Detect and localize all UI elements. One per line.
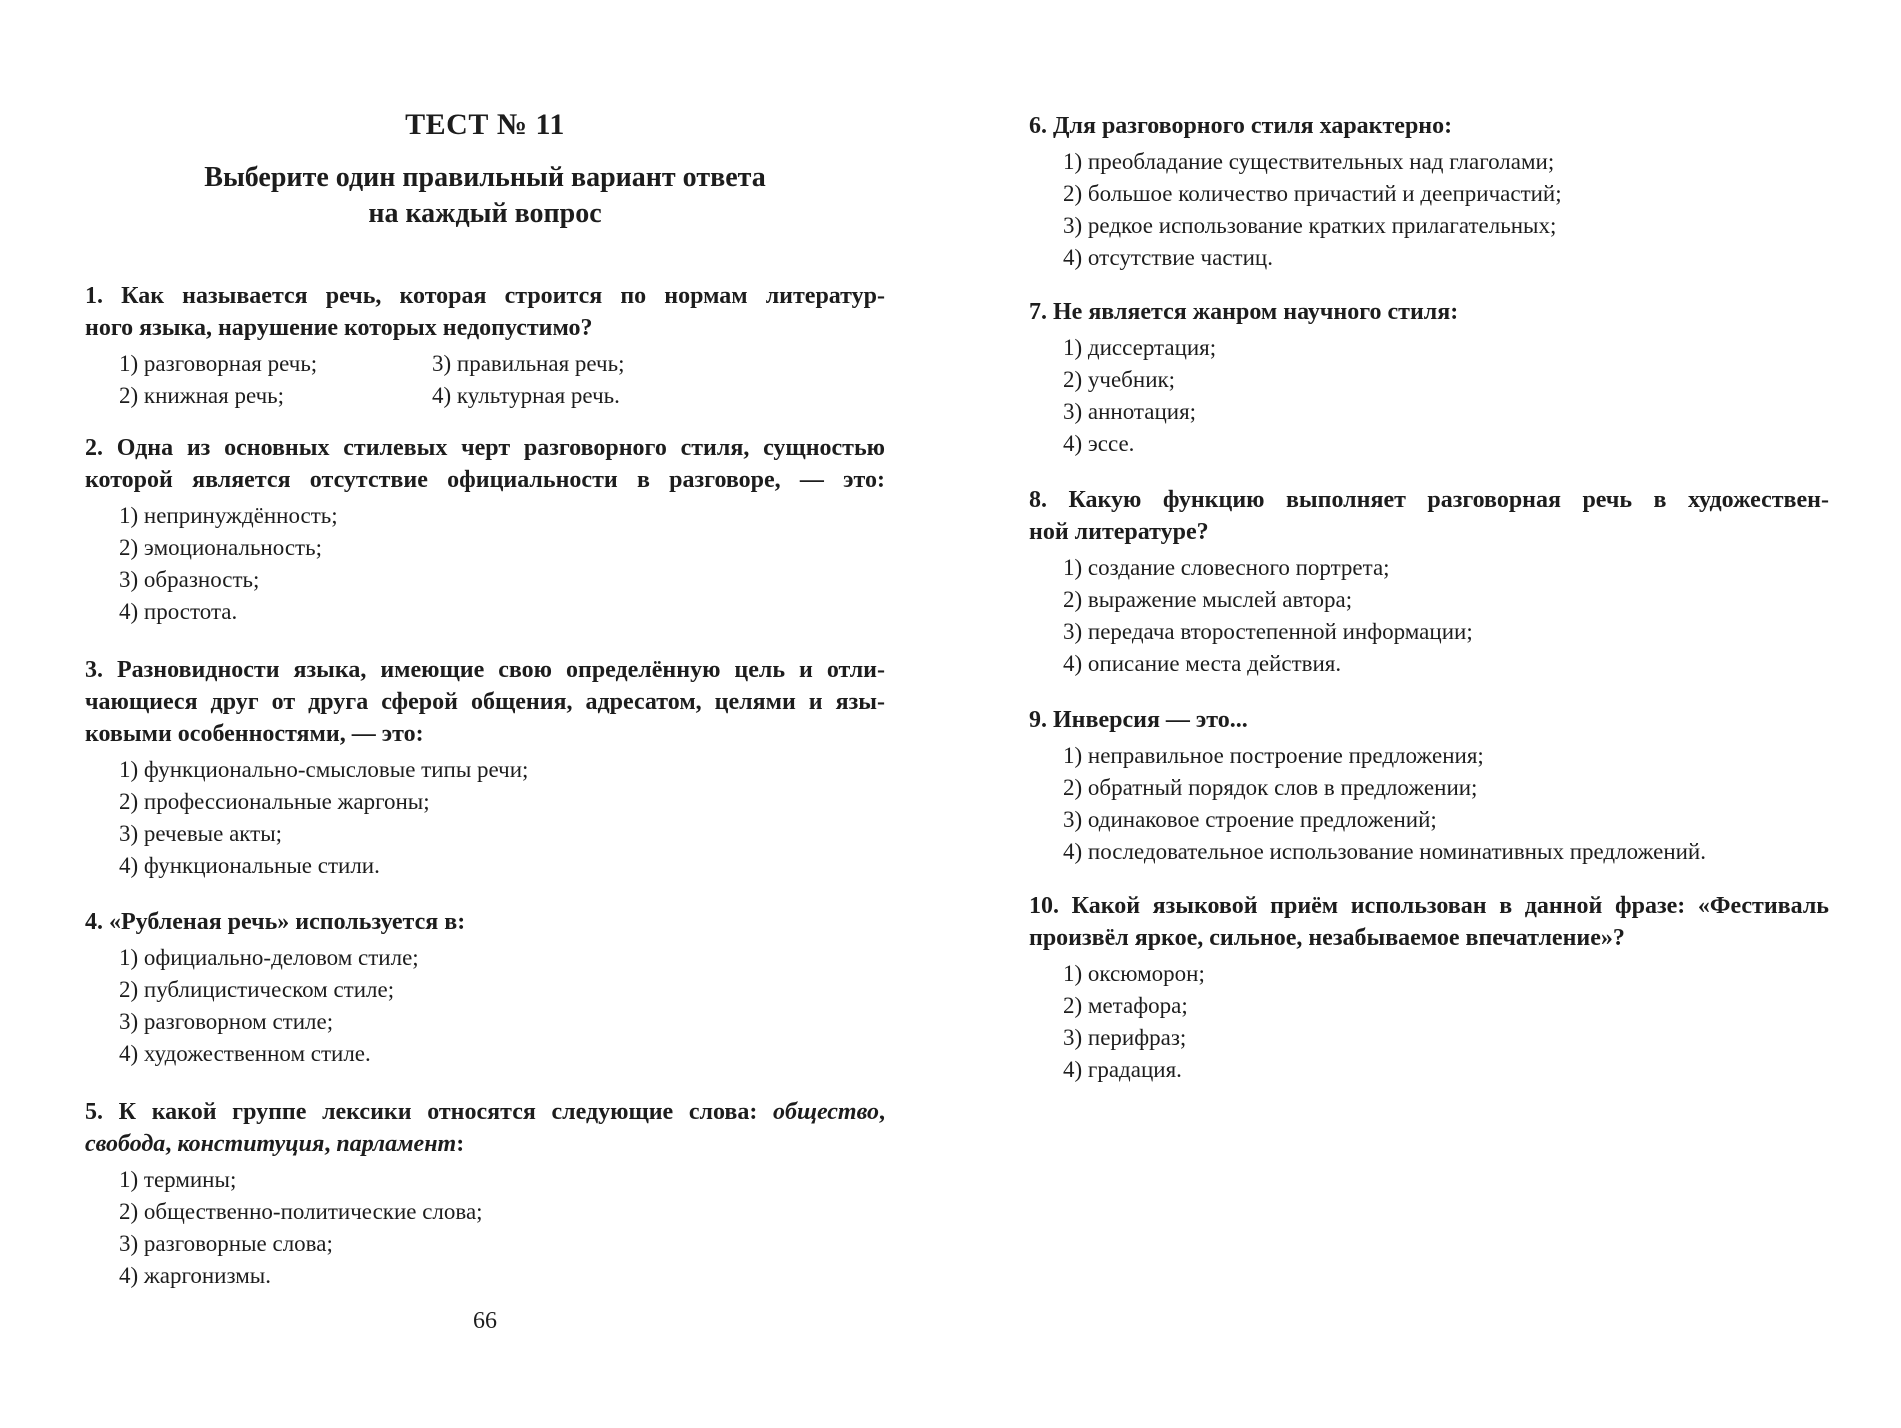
option: 1) разговорная речь;	[119, 351, 318, 376]
option: 2) метафора;	[1063, 993, 1188, 1018]
question-10-line-1: 10. Какой языковой приём использован в данной фразе: «Фестиваль	[1029, 893, 1829, 919]
question-3-line-2: чающиеся друг от друга сферой общения, адресатом, целями и язы-	[85, 689, 885, 715]
option: 4) культурная речь.	[432, 383, 620, 408]
option: 4) описание места действия.	[1063, 651, 1342, 676]
question-5-options	[119, 1164, 483, 1292]
option: 4) жаргонизмы.	[119, 1263, 272, 1288]
option: 3) передача второстепенной информации;	[1063, 619, 1473, 644]
instructions	[85, 160, 885, 232]
term-word: конституция	[177, 1131, 325, 1157]
question-8-options	[1063, 552, 1473, 680]
option: 4) эссе.	[1063, 431, 1135, 456]
option: 1) официально-деловом стиле;	[119, 945, 419, 970]
option: 2) общественно-политические слова;	[119, 1199, 483, 1224]
option: 1) оксюморон;	[1063, 961, 1205, 986]
question-5-prefix: 5. К какой группе лексики относятся следующие слова:	[85, 1099, 773, 1125]
option: 3) редкое использование кратких прилагательных;	[1063, 213, 1557, 238]
question-4-options	[119, 942, 419, 1070]
option: 4) простота.	[119, 599, 238, 624]
question-6-options	[1063, 146, 1562, 274]
question-1-line-2: ного языка, нарушение которых недопустимо?	[85, 315, 593, 341]
question-3-line-3: ковыми особенностями, — это:	[85, 721, 424, 747]
option: 3) речевые акты;	[119, 821, 283, 846]
question-10-options	[1063, 958, 1205, 1086]
question-6-line-1: 6. Для разговорного стиля характерно:	[1029, 113, 1453, 139]
term-word: общество	[772, 1099, 879, 1125]
option: 1) непринуждённость;	[119, 503, 338, 528]
question-5-line-1: 5. К какой группе лексики относятся следующие слова: общество,	[85, 1099, 885, 1125]
question-4-line-1: 4. «Рубленая речь» используется в:	[85, 909, 466, 935]
option: 1) функционально-смысловые типы речи;	[119, 757, 529, 782]
option: 2) учебник;	[1063, 367, 1176, 392]
question-2-line-1: 2. Одна из основных стилевых черт разговорного стиля, сущностью	[85, 435, 885, 461]
option: 3) образность;	[119, 567, 260, 592]
option: 2) большое количество причастий и деепричастий;	[1063, 181, 1562, 206]
instructions-line-2: на каждый вопрос	[368, 198, 602, 229]
option: 1) термины;	[119, 1167, 237, 1192]
question-2-options	[119, 500, 338, 628]
question-9-options	[1063, 740, 1706, 868]
option: 4) функциональные стили.	[119, 853, 380, 878]
option: 3) одинаковое строение предложений;	[1063, 807, 1437, 832]
option: 2) профессиональные жаргоны;	[119, 789, 430, 814]
option: 3) перифраз;	[1063, 1025, 1187, 1050]
option: 3) разговорные слова;	[119, 1231, 333, 1256]
option: 1) диссертация;	[1063, 335, 1217, 360]
question-2-line-2: которой является отсутствие официальности в разговоре, — это:	[85, 467, 885, 493]
option: 2) обратный порядок слов в предложении;	[1063, 775, 1478, 800]
question-1-line-1: 1. Как называется речь, которая строится по нормам литератур-	[85, 283, 885, 309]
term-word: парламент	[336, 1131, 457, 1157]
question-3-options	[119, 754, 528, 882]
question-8-line-1: 8. Какую функцию выполняет разговорная речь в художествен-	[1029, 487, 1829, 513]
question-5-line-2: свобода, конституция, парламент:	[85, 1131, 465, 1157]
term-word: свобода	[85, 1131, 166, 1157]
question-3-line-1: 3. Разновидности языка, имеющие свою определённую цель и отли-	[85, 657, 885, 683]
page-number: 66	[473, 1308, 497, 1334]
option: 3) разговорном стиле;	[119, 1009, 334, 1034]
option: 2) публицистическом стиле;	[119, 977, 395, 1002]
option: 1) преобладание существительных над глаголами;	[1063, 149, 1555, 174]
page-title: ТЕСТ № 11	[405, 108, 565, 141]
instructions-line-1: Выберите один правильный вариант ответа	[204, 162, 766, 193]
option: 2) книжная речь;	[119, 383, 285, 408]
question-8-line-2: ной литературе?	[1029, 519, 1209, 545]
question-10-line-2: произвёл яркое, сильное, незабываемое впечатление»?	[1029, 925, 1625, 951]
option: 2) эмоциональность;	[119, 535, 322, 560]
option: 4) градация.	[1063, 1057, 1182, 1082]
option: 3) аннотация;	[1063, 399, 1197, 424]
option: 1) неправильное построение предложения;	[1063, 743, 1484, 768]
option: 2) выражение мыслей автора;	[1063, 587, 1353, 612]
option: 1) создание словесного портрета;	[1063, 555, 1390, 580]
option: 4) художественном стиле.	[119, 1041, 371, 1066]
question-7-options	[1063, 332, 1216, 460]
option: 3) правильная речь;	[432, 351, 625, 376]
option: 4) отсутствие частиц.	[1063, 245, 1273, 270]
question-7-line-1: 7. Не является жанром научного стиля:	[1029, 299, 1459, 325]
option: 4) последовательное использование номинативных предложений.	[1063, 839, 1706, 864]
question-9-line-1: 9. Инверсия — это...	[1029, 707, 1248, 733]
